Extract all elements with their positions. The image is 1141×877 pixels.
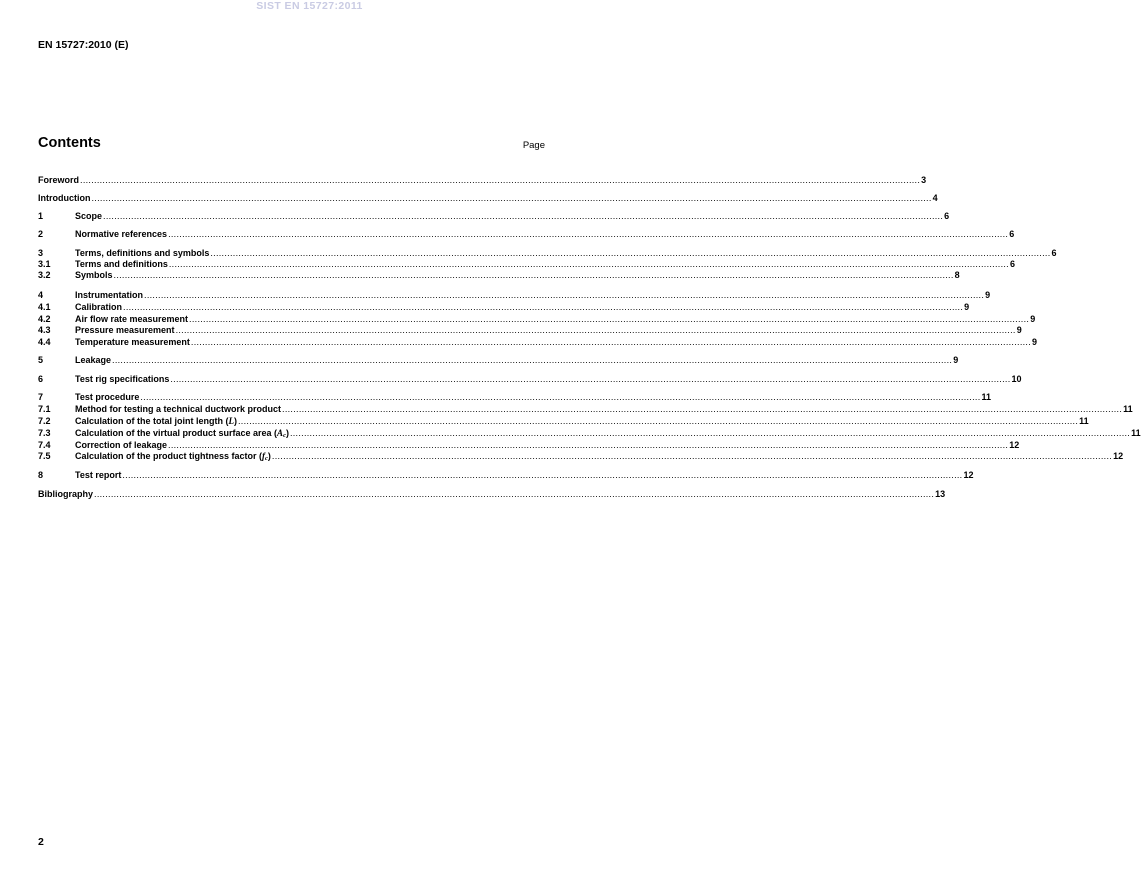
toc-entry-title [75,259,168,270]
toc-dot-leader: ............................................................................................................................................................................................................................................................................................................ [168,259,1009,269]
toc-entry-title-text: Terms, definitions and symbols [75,248,210,258]
toc-entry[interactable] [38,470,974,481]
toc-entry-title [75,470,121,481]
toc-entry-number: 4.2 [38,314,51,324]
toc-entry-page: 6 [1009,229,1015,239]
toc-entry-title: Calculation of the product tightness factor (fc) [75,451,271,462]
toc-entry-title-text: Air flow rate measurement [75,314,189,324]
toc-dot-leader: ............................................................................................................................................................................................................................................................................................................ [103,211,944,221]
toc-entry[interactable] [38,302,970,313]
toc-dot-leader: ............................................................................................................................................................................................................................................................................................................ [210,248,1051,258]
toc-entry[interactable] [38,416,1089,427]
toc-entry[interactable] [38,175,927,186]
toc-entry[interactable] [38,440,1020,451]
toc-entry-title [75,392,139,403]
toc-entry-page: 13 [935,489,946,499]
toc-entry-number: 4.3 [38,325,51,335]
toc-entry-title [75,404,281,415]
toc-entry-title-text: Calculation of the virtual product surface area [75,428,272,438]
toc-entry-page: 6 [1051,248,1057,258]
toc-entry-title-text: Method for testing a technical ductwork product [75,404,282,414]
toc-entry-number: 7.2 [38,416,51,426]
toc-entry-number: 4 [38,290,44,300]
toc-entry-title [75,248,209,259]
toc-dot-leader: ............................................................................................................................................................................................................................................................................................................ [189,314,1030,324]
toc-dot-leader: ............................................................................................................................................................................................................................................................................................................ [112,355,953,365]
toc-dot-leader: ............................................................................................................................................................................................................................................................................................................ [144,290,985,300]
toc-entry-title-text: Foreword [38,175,80,185]
toc-entry-title-text: Bibliography [38,489,94,499]
toc-entry-page: 11 [981,392,992,402]
toc-entry[interactable] [38,374,1022,385]
toc-entry-page: 11 [1079,416,1089,426]
toc-dot-leader: ............................................................................................................................................................................................................................................................................................................ [289,428,1131,438]
toc-entry[interactable] [38,428,1141,439]
toc-entry-title [75,325,175,336]
toc-entry-title-text: Terms and definitions [75,259,168,269]
toc-dot-leader: ............................................................................................................................................................................................................................................................................................................ [122,470,963,480]
toc-entry-number: 7.4 [38,440,51,450]
toc-entry-title-text: Scope [75,211,103,221]
toc-entry-title [38,193,91,204]
toc-entry-title [75,374,169,385]
toc-entry-page: 4 [932,193,938,203]
toc-entry-page: 9 [1016,325,1022,335]
toc-entry-title-text: Introduction [38,193,91,203]
toc-dot-leader: ............................................................................................................................................................................................................................................................................................................ [94,489,935,499]
toc-entry[interactable] [38,337,1038,348]
toc-entry-title [75,314,188,325]
toc-entry-title [75,440,167,451]
toc-entry-page: 12 [1009,440,1020,450]
toc-entry[interactable] [38,248,1057,259]
toc-entry-title-text: Symbols [75,270,113,280]
toc-entry-page: 10 [1011,374,1022,384]
toc-entry-page: 9 [1030,314,1036,324]
toc-entry-title [75,229,167,240]
toc-dot-leader: ............................................................................................................................................................................................................................................................................................................ [170,374,1011,384]
toc-entry-page: 9 [953,355,959,365]
toc-entry-page: 8 [954,270,960,280]
toc-entry[interactable] [38,290,991,301]
toc-entry-number: 6 [38,374,44,384]
toc-entry-title [75,290,143,301]
toc-entry-symbol: A [277,428,284,438]
toc-entry-title-text: Test report [75,470,122,480]
toc-entry-number: 7.3 [38,428,51,438]
toc-entry-symbol-subscript: c [283,432,286,439]
toc-entry-title [75,302,122,313]
toc-entry-title [75,211,102,222]
toc-entry[interactable] [38,314,1036,325]
toc-entry-page: 9 [1032,337,1038,347]
toc-entry-number: 7.1 [38,404,51,414]
toc-entry-title-text: Calculation of the product tightness factor [75,451,257,461]
contents-heading: Contents [38,135,101,151]
toc-entry-title: Calculation of the total joint length (L) [75,416,237,426]
toc-entry-title-text: Calibration [75,302,123,312]
page-column-label: Page [522,140,545,151]
toc-entry-number: 4.1 [38,302,51,312]
toc-entry-page: 12 [1113,451,1124,461]
toc-dot-leader: ............................................................................................................................................................................................................................................................................................................ [238,416,1079,426]
toc-entry-number: 4.4 [38,337,51,347]
toc-entry-page: 12 [963,470,974,480]
toc-entry-number: 7.5 [38,451,51,461]
toc-entry-number: 3.2 [38,270,51,280]
toc-entry[interactable] [38,229,1015,240]
toc-entry-title-text: Temperature measurement [75,337,190,347]
toc-entry[interactable] [38,392,992,403]
toc-dot-leader: ............................................................................................................................................................................................................................................................................................................ [190,337,1032,347]
toc-entry-page: 9 [964,302,970,312]
toc-entry-title: Calculation of the virtual product surface area (Ac) [75,428,289,439]
toc-entry-number: 2 [38,229,44,239]
toc-entry[interactable] [38,325,1022,336]
toc-entry[interactable] [38,211,950,222]
toc-entry-title-text: Pressure measurement [75,325,175,335]
toc-entry-page: 6 [944,211,950,221]
toc-entry-symbol-subscript: c [265,455,268,462]
toc-entry-page: 11 [1131,428,1141,438]
toc-entry[interactable] [38,270,960,281]
toc-entry-symbol: L [228,416,234,426]
toc-dot-leader: ............................................................................................................................................................................................................................................................................................................ [271,451,1113,461]
toc-entry-number: 1 [38,211,44,221]
toc-dot-leader: ............................................................................................................................................................................................................................................................................................................ [140,392,981,402]
toc-entry-title [75,355,111,366]
toc-entry-title-text: Test rig specifications [75,374,170,384]
toc-entry-title-text: Test procedure [75,392,140,402]
toc-entry-title [75,270,113,281]
toc-entry-title [38,489,93,500]
toc-entry[interactable] [38,489,946,500]
toc-entry[interactable] [38,193,938,204]
toc-entry-title [75,337,190,348]
toc-entry-symbol: f [262,451,266,461]
toc-entry-title-text: Leakage [75,355,112,365]
toc-dot-leader: ............................................................................................................................................................................................................................................................................................................ [91,193,932,203]
toc-dot-leader: ............................................................................................................................................................................................................................................................................................................ [175,325,1016,335]
toc-dot-leader: ............................................................................................................................................................................................................................................................................................................ [168,229,1009,239]
toc-entry-title-text: Calculation of the total joint length [75,416,223,426]
toc-entry[interactable] [38,259,1016,270]
toc-entry-title-text: Instrumentation [75,290,144,300]
toc-entry-number: 8 [38,470,44,480]
toc-entry-title-text: Correction of leakage [75,440,168,450]
toc-dot-leader: ............................................................................................................................................................................................................................................................................................................ [168,440,1009,450]
watermark: SIST EN 15727:2011 [256,0,363,12]
toc-dot-leader: ............................................................................................................................................................................................................................................................................................................ [123,302,964,312]
toc-entry-page: 11 [1123,404,1133,414]
toc-entry-number: 7 [38,392,44,402]
toc-entry-page: 3 [921,175,927,185]
toc-entry-title-text: Normative references [75,229,168,239]
toc-entry-number: 3.1 [38,259,51,269]
toc-entry[interactable] [38,355,959,366]
toc-entry-number: 3 [38,248,44,258]
toc-dot-leader: ............................................................................................................................................................................................................................................................................................................ [80,175,921,185]
toc-entry-title [38,175,79,186]
document-identifier: EN 15727:2010 (E) [38,39,129,51]
toc-entry-page: 6 [1010,259,1016,269]
toc-entry[interactable] [38,404,1133,415]
toc-entry-page: 9 [985,290,991,300]
toc-dot-leader: ............................................................................................................................................................................................................................................................................................................ [113,270,954,280]
toc-dot-leader: ............................................................................................................................................................................................................................................................................................................ [282,404,1123,414]
page-number: 2 [38,836,44,848]
toc-entry[interactable] [38,451,1124,462]
toc-entry-number: 5 [38,355,44,365]
